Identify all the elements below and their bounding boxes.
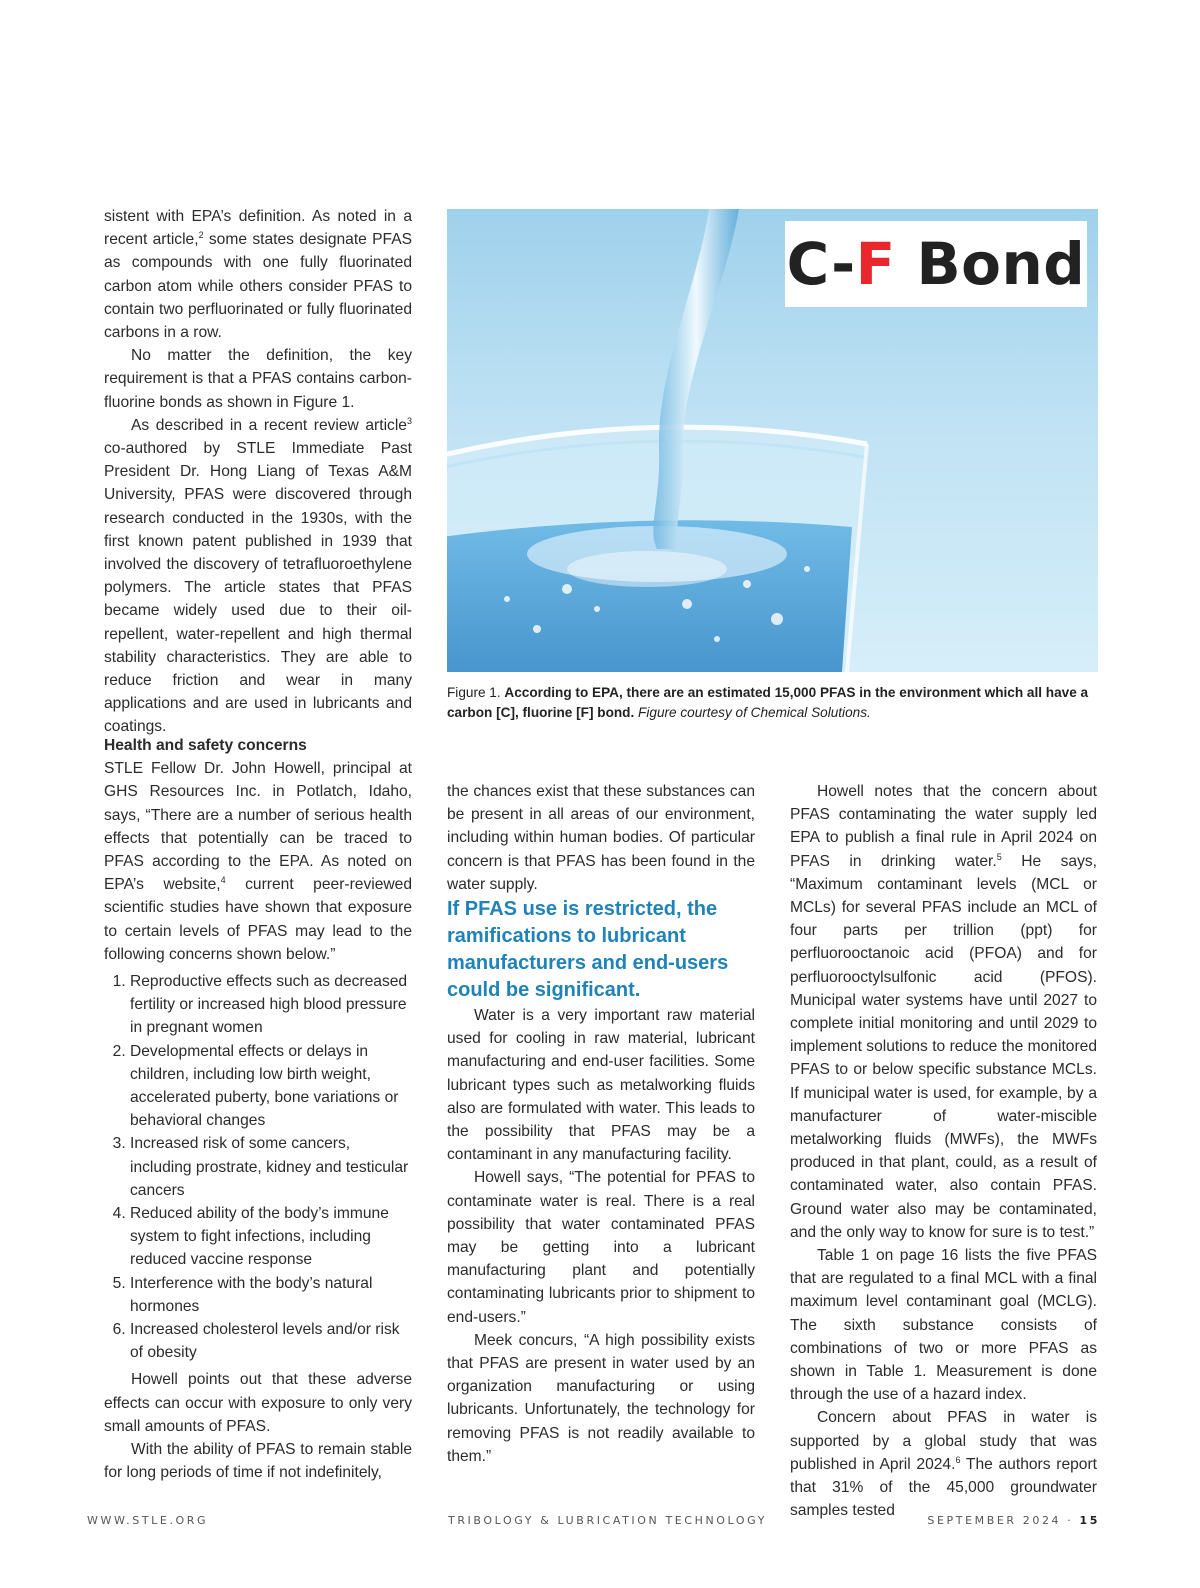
section-heading: Health and safety concerns (104, 737, 307, 754)
body-paragraph: Howell says, “The potential for PFAS to contaminate water is real. There is a real possibility that water contaminated PFAS may be getting into a lubricant manufacturing plant and potentially contaminating lubricants prior to shipment to end-users.” (447, 1169, 755, 1326)
page-number: 15 (1079, 1514, 1100, 1527)
figure-caption: Figure 1. According to EPA, there are an estimated 15,000 PFAS in the environment which all have a carbon [C], fluorine [F] bond. Figure courtesy of Chemical Solutions. (447, 685, 1089, 720)
body-paragraph: Table 1 on page 16 lists the five PFAS that are regulated to a final MCL with a final maximum level contaminant goal (MCLG). The sixth substance consists of combinations of two or more PFAS as shown in Table 1. Measurement is done through the use of a hazard index. (790, 1247, 1097, 1404)
figure-water-glass-image (447, 209, 1098, 672)
list-item: 5. Interference with the body’s natural hormones (130, 1272, 412, 1318)
middle-column (447, 780, 755, 1468)
list-item: 4. Reduced ability of the body’s immune system to fight infections, including reduced vaccine response (130, 1202, 412, 1272)
cf-bond-label: C-F Bond (785, 221, 1087, 307)
body-paragraph: Howell notes that the concern about PFAS contaminating the water supply led EPA to publish a final rule in April 2024 on PFAS in drinking water.$^5$ He says, “Maximum contaminant levels (MCL or MCLs) for several PFAS include an MCL of four parts per trillion (ppt) for perfluorooctanoic acid (PFOA) and for perfluorooctylsulfonic acid (PFOS). Municipal water systems have until 2027 to complete initial monitoring and until 2029 to implement solutions to reduce the monitored PFAS to or below specific substance MCLs. If municipal water is used, for example, by a manufacturer of water-miscible metalworking fluids (MWFs), the MWFs produced in that plant, could, as a result of contaminated water, also contain PFAS. Ground water also may be contaminated, and the only way to know for sure is to test.” (790, 783, 1098, 1241)
body-paragraph: sistent with EPA’s definition. As noted in a recent article,$^2$ some states designate PFAS as compounds with one fully fluorinated carbon atom while others consider PFAS to contain two perfluorinated or fully fluorinated carbons in a row. (104, 208, 413, 342)
footer-date-page (927, 1514, 1100, 1527)
footer-date: SEPTEMBER 2024 (927, 1514, 1062, 1527)
body-paragraph: the chances exist that these substances can be present in all areas of our environment, including within human bodies. Of particular concern is that PFAS has been found in the water supply. (447, 783, 755, 893)
body-paragraph: Howell points out that these adverse effects can occur with exposure to only very small amounts of PFAS. (104, 1371, 412, 1435)
body-paragraph: Concern about PFAS in water is supported by a global study that was published in April 2024.$^6$ The authors report that 31% of the 45,000 groundwater samples tested (790, 1409, 1097, 1520)
body-paragraph: STLE Fellow Dr. John Howell, principal at GHS Resources Inc. in Potlatch, Idaho, says, “There are a number of serious health effects that potentially can be traced to PFAS according to the EPA. As noted on EPA’s website,$^4$ current peer-reviewed scientific studies have shown that exposure to certain levels of PFAS may lead to the following concerns shown below.” (104, 760, 412, 963)
left-column-bottom (104, 734, 412, 1485)
footer-publication: TRIBOLOGY & LUBRICATION TECHNOLOGY (448, 1514, 768, 1527)
body-paragraph: With the ability of PFAS to remain stable for long periods of time if not indefinitely, (104, 1441, 412, 1482)
right-column (790, 780, 1097, 1523)
list-item: 6. Increased cholesterol levels and/or risk of obesity (130, 1318, 412, 1364)
pull-quote: If PFAS use is restricted, the ramifications to lubricant manufacturers and end-users could be significant. (447, 898, 729, 1002)
footer-website: WWW.STLE.ORG (87, 1514, 209, 1527)
body-paragraph: Meek concurs, “A high possibility exists that PFAS are present in water used by an organization manufacturing or using lubricants. Unfortunately, the technology for removing PFAS is not readily available to them.” (447, 1331, 755, 1465)
body-paragraph: No matter the definition, the key requirement is that a PFAS contains carbon-fluorine bonds as shown in Figure 1. (104, 347, 412, 411)
footer-separator: · (1067, 1514, 1074, 1527)
list-item: 1. Reproductive effects such as decreased fertility or increased high blood pressure in pregnant women (130, 970, 412, 1040)
body-paragraph: As described in a recent review article$^3$ co-authored by STLE Immediate Past President Dr. Hong Liang of Texas A&M University, PFAS were discovered through research conducted in the 1930s, with the first known patent published in 1939 that involved the discovery of tetrafluoroethylene polymers. The article states that PFAS became widely used due to their oil-repellent, water-repellent and high thermal stability characteristics. They are able to reduce friction and wear in many applications and are used in lubricants and coatings. (104, 415, 412, 736)
left-column-top (104, 205, 412, 739)
list-item: 2. Developmental effects or delays in children, including low birth weight, accelerated puberty, bone variations or behavioral changes (130, 1040, 412, 1133)
list-item: 3. Increased risk of some cancers, including prostrate, kidney and testicular cancers (130, 1132, 412, 1202)
health-concerns-list (104, 970, 412, 1364)
body-paragraph: Water is a very important raw material used for cooling in raw material, lubricant manufacturing and end-user facilities. Some lubricant types such as metalworking fluids also are formulated with water. This leads to the possibility that PFAS may be a contaminant in any manufacturing facility. (447, 1007, 755, 1164)
